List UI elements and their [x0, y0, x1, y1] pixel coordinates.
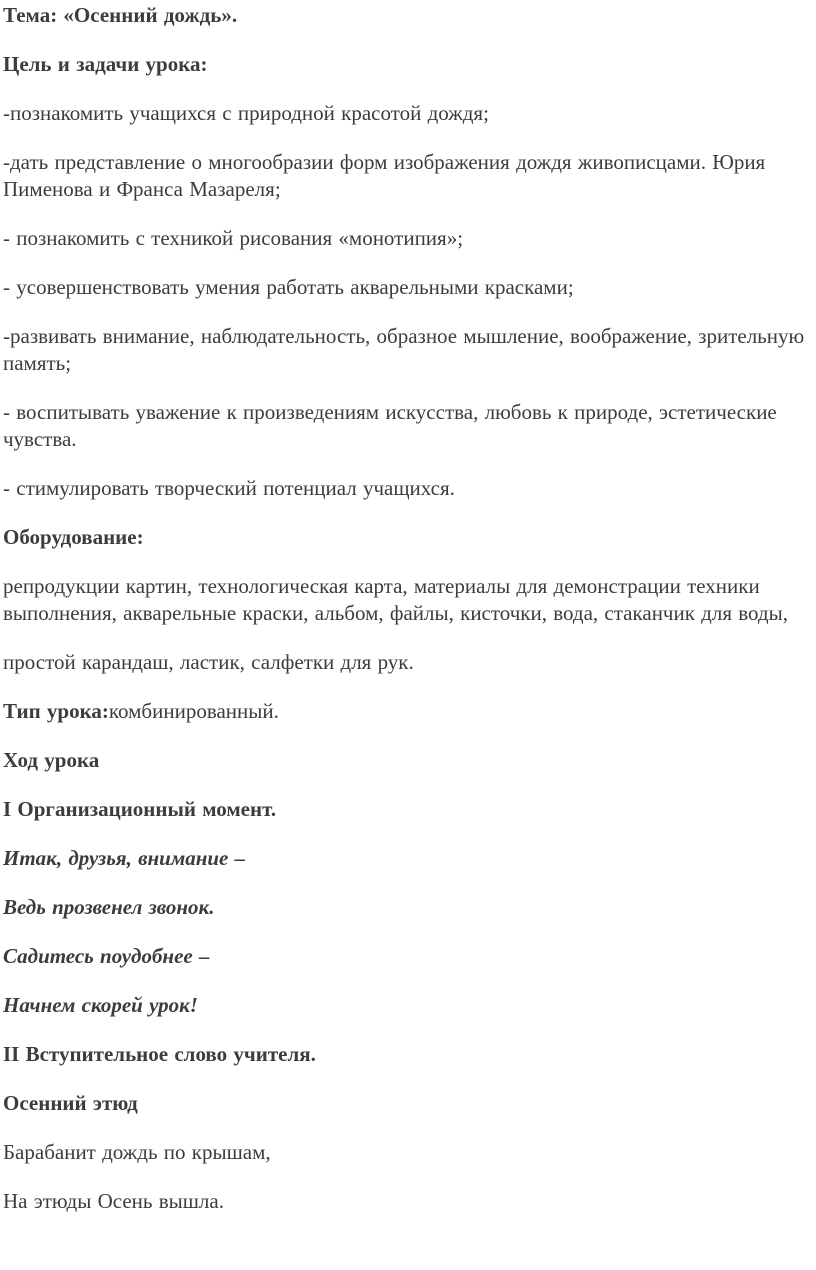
- paragraph: [3, 1041, 812, 1068]
- text-run: - воспитывать уважение к произведениям искусства, любовь к природе, эстетические чувства.: [3, 400, 777, 451]
- text-run: репродукции картин, технологическая карта, материалы для демонстрации техники выполнения, акварельные краски, альбом, файлы, кисточки, вода, стаканчик для воды,: [3, 574, 788, 625]
- text-run: комбинированный.: [108, 699, 279, 723]
- text-run: Итак, друзья, внимание –: [3, 846, 246, 870]
- paragraph: [3, 149, 812, 203]
- text-run: -познакомить учащихся с природной красотой дождя;: [3, 101, 489, 125]
- paragraph: [3, 943, 812, 970]
- paragraph: [3, 698, 812, 725]
- text-run: Ход урока: [3, 748, 100, 772]
- paragraph: [3, 796, 812, 823]
- text-run: простой карандаш, ластик, салфетки для рук.: [3, 650, 414, 674]
- paragraph: [3, 51, 812, 78]
- paragraph: [3, 475, 812, 502]
- text-run: Тема: «Осенний дождь».: [3, 3, 238, 27]
- paragraph: [3, 399, 812, 453]
- paragraph: [3, 649, 812, 676]
- text-run: - усовершенствовать умения работать акварельными красками;: [3, 275, 574, 299]
- paragraph: [3, 225, 812, 252]
- text-run: - познакомить с техникой рисования «монотипия»;: [3, 226, 464, 250]
- text-run: На этюды Осень вышла.: [3, 1189, 224, 1213]
- paragraph: [3, 894, 812, 921]
- text-run: Садитесь поудобнее –: [3, 944, 210, 968]
- text-run: Ведь прозвенел звонок.: [3, 895, 215, 919]
- document-body: [3, 2, 812, 1215]
- text-run: Цель и задачи урока:: [3, 52, 208, 76]
- text-run: I Организационный момент.: [3, 797, 277, 821]
- paragraph: [3, 845, 812, 872]
- paragraph: [3, 992, 812, 1019]
- paragraph: [3, 323, 812, 377]
- paragraph: [3, 274, 812, 301]
- paragraph: [3, 1139, 812, 1166]
- text-run: Оборудование:: [3, 525, 144, 549]
- text-run: Начнем скорей урок!: [3, 993, 198, 1017]
- paragraph: [3, 573, 812, 627]
- paragraph: [3, 2, 812, 29]
- text-run: II Вступительное слово учителя.: [3, 1042, 316, 1066]
- paragraph: [3, 100, 812, 127]
- text-run: - стимулировать творческий потенциал учащихся.: [3, 476, 455, 500]
- text-run: -развивать внимание, наблюдательность, образное мышление, воображение, зрительную память;: [3, 324, 805, 375]
- paragraph: [3, 524, 812, 551]
- text-run: -дать представление о многообразии форм изображения дождя живописцами. Юрия Пименова и Франса Мазареля;: [3, 150, 766, 201]
- paragraph: [3, 747, 812, 774]
- paragraph: [3, 1188, 812, 1215]
- paragraph: [3, 1090, 812, 1117]
- text-run: Барабанит дождь по крышам,: [3, 1140, 271, 1164]
- text-run: Осенний этюд: [3, 1091, 138, 1115]
- text-run: Тип урока:: [3, 699, 109, 723]
